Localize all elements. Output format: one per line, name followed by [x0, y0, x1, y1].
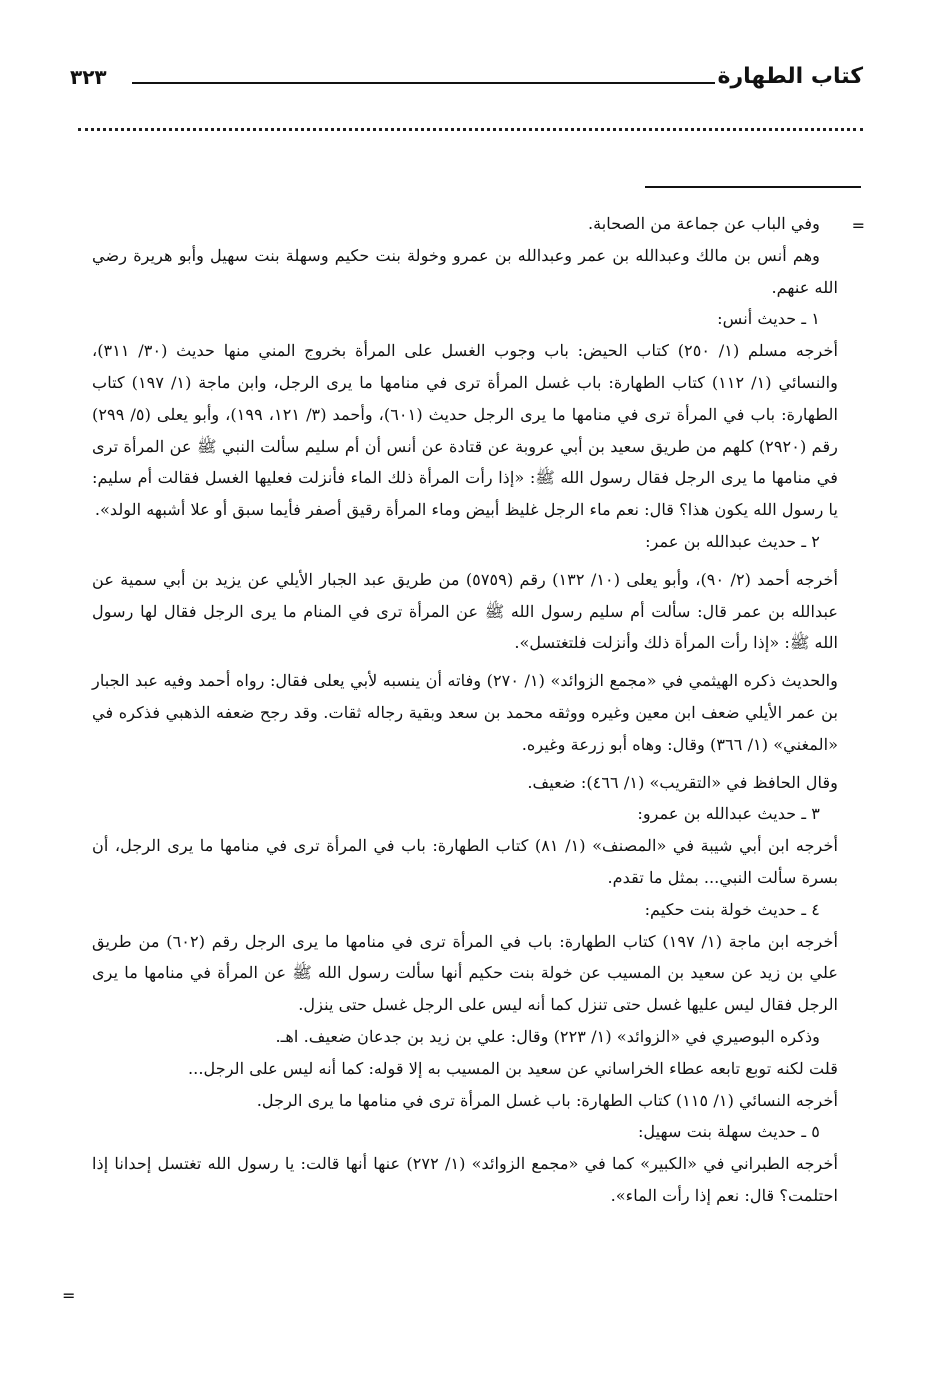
- paragraph-haythami: والحديث ذكره الهيثمي في «مجمع الزوائد» (١/ ٢٧٠) وفاته أن ينسبه لأبي يعلى فقال: رواه أحمد وفيه عبد الجبار بن عمر الأيلي ضعف ابن معين وغيره ووثقه محمد بن سعد وبقية رجاله ثقات. وقد رجح ضعفه الذهبي فذكره في «المغني» (١/ ٣٦٦) وقال: وهاه أبو زرعة وغيره.: [92, 671, 838, 754]
- continuation-mark-bottom: =: [62, 1286, 76, 1305]
- heading-ibn-umar: ٢ ـ حديث عبدالله بن عمر:: [645, 531, 820, 551]
- paragraph-intro: وفي الباب عن جماعة من الصحابة.: [587, 214, 820, 233]
- paragraph-taqrib: وقال الحافظ في «التقريب» (١/ ٤٦٦): ضعيف.: [527, 772, 838, 792]
- footnote-rule: [645, 186, 861, 188]
- heading-anas: ١ ـ حديث أنس:: [717, 309, 820, 329]
- paragraph-mutabaa: قلت لكنه توبع تابعه عطاء الخراساني عن سعيد بن المسيب به إلا قوله: كما أنه ليس على الرجل...: [188, 1058, 838, 1078]
- heading-sahla: ٥ ـ حديث سهلة بنت سهيل:: [637, 1122, 820, 1142]
- paragraph-khawla-takhrij: أخرجه ابن ماجة (١/ ١٩٧) كتاب الطهارة: باب في المرأة ترى في منامها ما يرى الرجل رقم (٦٠٢) من طريق علي بن زيد عن سعيد بن المسيب عن خولة بنت حكيم أنها سألت رسول الله ﷺ عن المرأة في منامها ما يرى الرجل فقال ليس عليها غسل حتى تنزل كما أنه ليس على الرجل غسل حتى ينزل.: [92, 931, 838, 1015]
- chapter-title: كتاب الطهارة: [717, 64, 863, 89]
- page-number: ٣٢٣: [70, 65, 107, 89]
- heading-khawla: ٤ ـ حديث خولة بنت حكيم:: [644, 899, 820, 919]
- footnote-text: [92, 208, 838, 1212]
- paragraph-anas-takhrij: أخرجه مسلم (١/ ٢٥٠) كتاب الحيض: باب وجوب الغسل على المرأة بخروج المني منها حديث (٣٠/ ٣١١)، والنسائي (١/ ١١٢) كتاب الطهارة: باب غسل المرأة ترى في منامها ما يرى الرجل، وابن ماجة (١/ ١٩٧) كتاب الطهارة: باب في المرأة ترى في منامها ما يرى الرجل حديث (٦٠١)، وأحمد (٣/ ١٢١، ١٩٩)، وأبو يعلى (٥/ ٢٩٩) رقم (٢٩٢٠) كلهم من طريق سعيد بن أبي عروبة عن قتادة عن أنس أن أم سليم سألت النبي ﷺ عن المرأة ترى في منامها ما يرى الرجل فقال رسول الله ﷺ: «إذا رأت المرأة ذلك الماء فأنزلت فعليها الغسل فقالت أم سليم: يا رسول الله يكون هذا؟ قال: نعم ماء الرجل غليظ أبيض وماء المرأة رقيق أصفر فأيما سبق أو علا أشبهه الولد».: [92, 341, 838, 520]
- heading-ibn-amr: ٣ ـ حديث عبدالله بن عمرو:: [637, 804, 820, 824]
- paragraph-busiri: وذكره البوصيري في «الزوائد» (١/ ٢٢٣) وقال: علي بن زيد بن جدعان ضعيف. اهـ.: [275, 1026, 820, 1046]
- header-rule: [132, 82, 715, 84]
- continuation-mark-top: =: [851, 216, 865, 235]
- paragraph-ibn-amr-takhrij: أخرجه ابن أبي شيبة في «المصنف» (١/ ٨١) كتاب الطهارة: باب في المرأة ترى في منامها ما يرى الرجل، أن بسرة سألت النبي... بمثل ما تقدم.: [92, 836, 838, 887]
- dotted-separator: [78, 128, 863, 131]
- paragraph-ibn-umar-takhrij: أخرجه أحمد (٢/ ٩٠)، وأبو يعلى (١٠/ ١٣٢) رقم (٥٧٥٩) من طريق عبد الجبار الأيلي عن يزيد بن أبي سمية عن عبدالله بن عمر قال: سألت أم سليم رسول الله ﷺ عن المرأة ترى في المنام ما يرى الرجل فقال لها رسول الله ﷺ: «إذا رأت المرأة ذلك وأنزلت فلتغتسل».: [92, 569, 839, 653]
- page-header: [70, 60, 863, 100]
- paragraph-companions: وهم أنس بن مالك وعبدالله بن عمر وعبدالله بن عمرو وخولة بنت حكيم وسهلة بنت سهيل وأبو هريرة رضي الله عنهم.: [92, 245, 838, 297]
- paragraph-nasai: أخرجه النسائي (١/ ١١٥) كتاب الطهارة: باب غسل المرأة ترى في منامها ما يرى الرجل.: [256, 1090, 838, 1110]
- paragraph-sahla-takhrij: أخرجه الطبراني في «الكبير» كما في «مجمع الزوائد» (١/ ٢٧٢) عنها أنها قالت: يا رسول الله تغتسل إحدانا إذا احتلمت؟ قال: نعم إذا رأت الماء».: [92, 1154, 838, 1205]
